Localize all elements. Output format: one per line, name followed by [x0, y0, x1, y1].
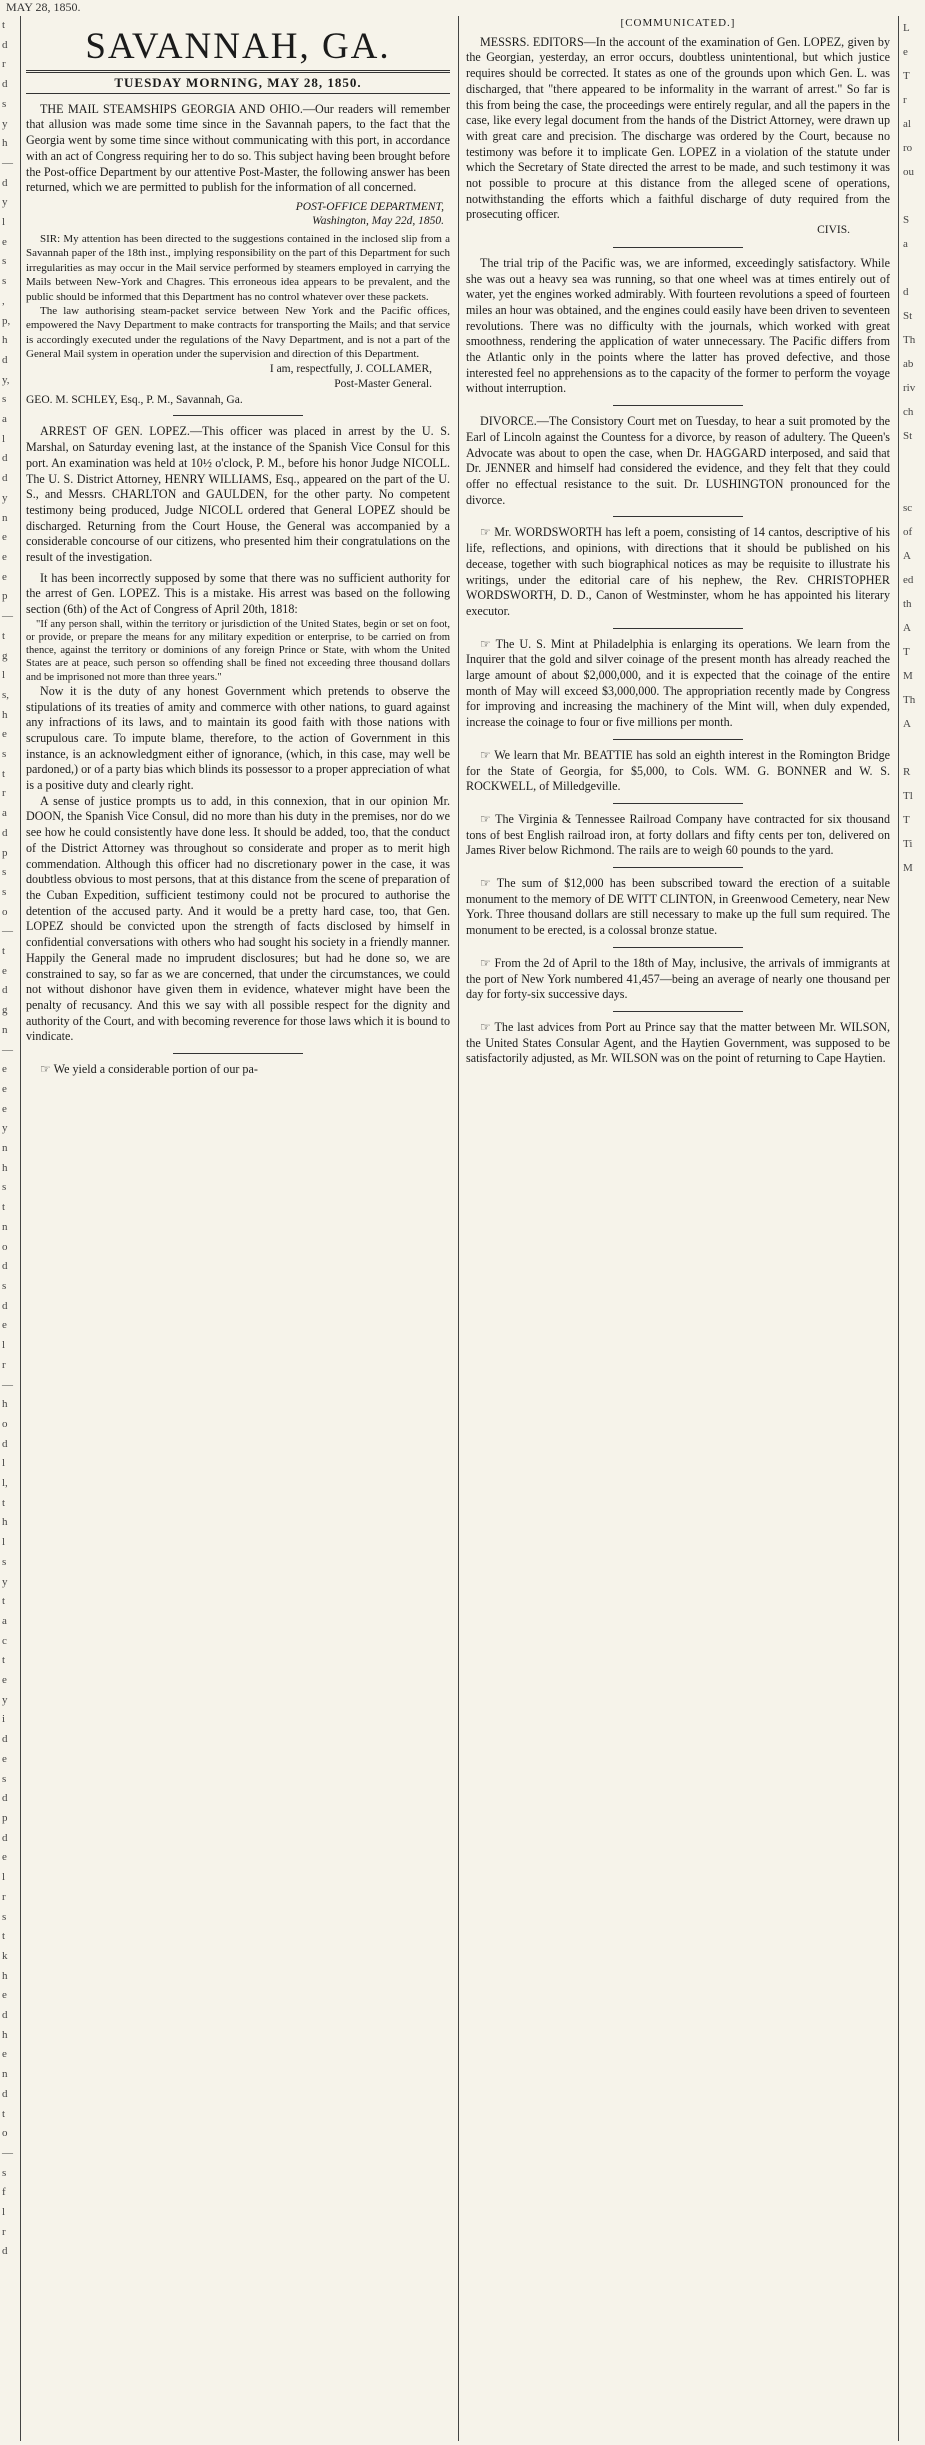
right-edge-fragment: A — [903, 718, 911, 730]
article-arrest-lopez: ARREST OF GEN. LOPEZ.—This officer was placed in arrest by the U. S. Marshal, on Saturday evening last, at the instance of the Spanish Vice Consul for this port. An examination was held at 10½ o'clock, P. M., before his honor Judge NICOLL. The U. S. District Attorney, HENRY WILLIAMS, Esq., appeared on the part of the U. S., and Messrs. CHARLTON and GAULDEN, for the other party. No competent testimony being produced, Judge NICOLL ordered that General LOPEZ should be discharged. Returning from the Court House, the General was accompanied by a considerable concourse of our citizens, who presented him their congratulations on the result of the investigation. — [26, 424, 450, 565]
right-edge-fragment: St — [903, 430, 913, 442]
left-edge-fragment: o — [2, 1417, 8, 1430]
left-edge-fragment: d — [2, 176, 8, 189]
left-edge-fragment: d — [2, 2245, 8, 2258]
left-edge-fragment: s — [2, 1772, 7, 1785]
left-edge-fragment: h — [2, 1516, 8, 1529]
right-edge-fragment: Tl — [903, 790, 913, 802]
left-edge-fragment: — — [2, 156, 13, 169]
left-edge-fragment: d — [2, 2009, 8, 2022]
right-edge-fragment: ed — [903, 574, 914, 586]
right-edge-fragment — [899, 2032, 925, 2056]
right-edge-fragment — [899, 1168, 925, 1192]
right-edge-fragment — [899, 2272, 925, 2296]
right-edge-fragment — [899, 1888, 925, 1912]
right-edge-fragment — [899, 1552, 925, 1576]
right-edge-fragment: A — [903, 622, 911, 634]
right-edge-fragments — [898, 16, 925, 2441]
left-edge-fragment: e — [2, 1319, 7, 1332]
divider-rule — [613, 1011, 743, 1012]
letterhead-date: Washington, May 22d, 1850. — [312, 214, 444, 227]
right-edge-fragment — [899, 1000, 925, 1024]
left-edge-fragment: n — [2, 1220, 8, 1233]
right-edge-fragment — [899, 256, 925, 280]
left-edge-fragment: h — [2, 1398, 8, 1411]
left-edge-fragment: l — [2, 432, 6, 445]
right-edge-fragment — [899, 1216, 925, 1240]
right-edge-fragment — [899, 1504, 925, 1528]
right-edge-fragment: S — [903, 214, 910, 226]
right-edge-fragment — [899, 1096, 925, 1120]
right-edge-fragment — [899, 1624, 925, 1648]
right-edge-fragment: A — [903, 550, 911, 562]
left-edge-fragment: h — [2, 137, 8, 150]
left-edge-fragment: s — [2, 748, 7, 761]
communicated-signer: CIVIS. — [817, 224, 850, 237]
left-edge-fragment: y — [2, 1122, 8, 1135]
left-edge-fragment: t — [2, 1201, 6, 1214]
right-edge-fragment — [899, 1576, 925, 1600]
left-edge-fragment: l — [2, 1536, 6, 1549]
left-edge-fragment: s — [2, 275, 7, 288]
left-edge-fragment: h — [2, 708, 8, 721]
right-edge-fragment — [899, 472, 925, 496]
right-edge-fragment — [899, 184, 925, 208]
left-edge-fragment: — — [2, 610, 13, 623]
divider-rule — [173, 415, 303, 416]
article-mail-steamships: THE MAIL STEAMSHIPS GEORGIA AND OHIO.—Our readers will remember that allusion was made some time since in the Savannah papers, to the fact that the Georgia went by some time since without communicating with this port, in accordance with an act of Congress requiring her to do so. This subject having been brought before the Post-office Department by our attentive Post-Master, the following answer has been returned, which we are permitted to publish for the information of all concerned. — [26, 101, 450, 195]
masthead: SAVANNAH, GA. — [85, 26, 391, 67]
right-edge-fragment — [899, 2296, 925, 2320]
right-edge-fragment — [899, 1288, 925, 1312]
left-edge-fragment: d — [2, 472, 8, 485]
left-edge-fragment: e — [2, 2048, 7, 2061]
letterhead-dept: POST-OFFICE DEPARTMENT, — [295, 200, 444, 213]
right-edge-fragment — [899, 1048, 925, 1072]
right-edge-fragment: Th — [903, 694, 916, 706]
right-edge-fragment — [899, 1408, 925, 1432]
divider-rule — [613, 516, 743, 517]
left-edge-fragment: d — [2, 826, 8, 839]
left-edge-fragment: g — [2, 1004, 8, 1017]
left-edge-fragment: l — [2, 669, 6, 682]
right-edge-fragment — [899, 736, 925, 760]
left-edge-fragment: y — [2, 117, 8, 130]
left-edge-fragment: o — [2, 1240, 8, 1253]
right-edge-fragment: ab — [903, 358, 914, 370]
right-edge-fragment — [899, 1648, 925, 1672]
right-edge-fragment — [899, 1672, 925, 1696]
left-edge-fragment: r — [2, 58, 6, 71]
right-edge-fragment — [899, 1264, 925, 1288]
left-edge-fragment: l, — [2, 1477, 8, 1490]
right-edge-fragment: ou — [903, 166, 914, 178]
right-edge-fragment — [899, 2080, 925, 2104]
right-edge-fragment — [899, 2344, 925, 2368]
right-edge-fragment — [899, 1384, 925, 1408]
right-edge-fragment — [899, 1024, 925, 1048]
divider-rule — [613, 247, 743, 248]
left-edge-fragment: s — [2, 866, 7, 879]
right-edge-fragment — [899, 1744, 925, 1768]
letter-paragraph-1: SIR: My attention has been directed to the suggestions contained in the inclosed slip from a Savannah paper of the 18th inst., implying responsibility on the part of this Department for such irregularities as may occur in the Mail service performed by steamers employed in carrying the Mails between New-York and Chagres. This erroneous idea appears to be prevalent, and the public should be informed that this Department has no control whatever over these packets. — [26, 232, 450, 303]
right-edge-fragment — [899, 2152, 925, 2176]
left-edge-fragment: d — [2, 78, 8, 91]
left-edge-fragment: d — [2, 1299, 8, 1312]
left-edge-fragment: n — [2, 2068, 8, 2081]
right-edge-fragment — [899, 2200, 925, 2224]
dateline: TUESDAY MORNING, MAY 28, 1850. — [26, 70, 450, 94]
right-edge-fragment: St — [903, 310, 913, 322]
left-edge-fragment: e — [2, 1082, 7, 1095]
article-incorrect-supposition: It has been incorrectly supposed by some that there was no sufficient authority for the arrest of Gen. LOPEZ. This is a mistake. His arrest was based on the following section (6th) of the Act of Congress of April 20th, 1818: — [26, 570, 450, 617]
right-edge-fragment: r — [903, 94, 907, 106]
left-edge-fragment: p, — [2, 314, 11, 327]
right-edge-fragment — [899, 1600, 925, 1624]
left-edge-fragment: d — [2, 1792, 8, 1805]
right-edge-fragment: L — [903, 22, 910, 34]
right-edge-fragment: T — [903, 646, 910, 658]
left-edge-fragment: l — [2, 2206, 6, 2219]
left-edge-fragment: r — [2, 1358, 6, 1371]
left-edge-fragment: d — [2, 1437, 8, 1450]
right-edge-fragment — [899, 1936, 925, 1960]
left-edge-fragment: s — [2, 255, 7, 268]
right-edge-fragment — [899, 1432, 925, 1456]
left-edge-fragment: s, — [2, 688, 10, 701]
left-edge-fragment: d — [2, 452, 8, 465]
divider-rule — [613, 739, 743, 740]
right-edge-fragment: sc — [903, 502, 913, 514]
left-edge-fragment: t — [2, 1654, 6, 1667]
right-edge-fragment — [899, 1144, 925, 1168]
left-edge-fragment: e — [2, 964, 7, 977]
article-sense-of-justice: A sense of justice prompts us to add, in this connexion, that in our opinion Mr. DOON, the Spanish Vice Consul, did no more than his duty in the premises, nor do we see how he could consistently have done less. It should be added, too, that the conduct of the District Attorney was throughout so considerate and proper as to merit high commendation. Although this officer had no discretionary power in the case, it was doubtless obvious to most persons, that at this distance from the scene of preparation of the Cuban Expedition, sufficient testimony could not be procured to authorise the detention of the accused party. And it would be a pretty hard case, too, that Gen. LOPEZ should be convicted upon the strength of facts disclosed by himself in confidential conversations with others who had sought his society in a friendly manner. Happily the General made no imprudent disclosures; but had he done so, we are constrained to say, so far as we are concerned, that under the circumstances, we could not without dishonor have given them in evidence, whatever might have been the penalty of recusancy. And this we say with all possible respect for the dignity and authority of the Court, and with becoming reverence for those laws which it is bound to vindicate. — [26, 793, 450, 1044]
left-edge-fragment: t — [2, 767, 6, 780]
left-edge-fragment: a — [2, 413, 7, 426]
right-edge-fragment — [899, 2224, 925, 2248]
right-edge-fragment — [899, 1720, 925, 1744]
right-edge-fragment: e — [903, 46, 908, 58]
left-edge-fragment: — — [2, 1378, 13, 1391]
right-edge-fragment: T — [903, 70, 910, 82]
right-edge-fragment — [899, 2320, 925, 2344]
right-edge-fragment: of — [903, 526, 913, 538]
left-edge-fragment: l — [2, 1339, 6, 1352]
right-edge-fragment: ch — [903, 406, 914, 418]
divider-rule — [613, 405, 743, 406]
left-edge-fragment: e — [2, 570, 7, 583]
left-edge-fragment: s — [2, 393, 7, 406]
left-edge-fragment: e — [2, 1752, 7, 1765]
left-edge-fragment: s — [2, 1910, 7, 1923]
top-strip: MAY 28, 1850. — [6, 0, 81, 14]
right-edge-fragment — [899, 2008, 925, 2032]
right-edge-fragment — [899, 1792, 925, 1816]
left-edge-fragment: s — [2, 1181, 7, 1194]
left-edge-fragment: y — [2, 1693, 8, 1706]
right-edge-fragment — [899, 2056, 925, 2080]
left-edge-fragment: y — [2, 196, 8, 209]
right-edge-fragment — [899, 448, 925, 472]
right-edge-fragment — [899, 1192, 925, 1216]
left-edge-fragment: o — [2, 2127, 8, 2140]
left-edge-fragment: — — [2, 2146, 13, 2159]
article-haytien: ☞ The last advices from Port au Prince say that the matter between Mr. WILSON, the United States Consular Agent, and the Haytien Government, was supposed to be satisfactorily adjusted, as Mr. WILSON was on the point of returning to Cape Haytien. — [466, 1019, 890, 1066]
right-edge-fragment: Th — [903, 334, 916, 346]
right-edge-fragment — [899, 1480, 925, 1504]
left-edge-fragment: e — [2, 531, 7, 544]
left-edge-fragment: — — [2, 1043, 13, 1056]
article-yield-portion: ☞ We yield a considerable portion of our pa- — [40, 1062, 258, 1077]
right-edge-fragment — [899, 1240, 925, 1264]
right-edge-fragment — [899, 1312, 925, 1336]
left-edge-fragment: h — [2, 2028, 8, 2041]
article-immigrants: ☞ From the 2d of April to the 18th of May, inclusive, the arrivals of immigrants at the port of New York numbered 41,457—being an average of nearly one thousand per day for forty-six successive days. — [466, 955, 890, 1002]
left-edge-fragment: g — [2, 649, 8, 662]
right-edge-fragment: ro — [903, 142, 913, 154]
right-edge-fragment: al — [903, 118, 911, 130]
left-edge-fragment: e — [2, 728, 7, 741]
article-government-duty: Now it is the duty of any honest Government which pretends to observe the stipulations of its treaties of amity and commerce with other nations, to guard against any infractions of its laws, and to maintain its good faith with those nations with scrupulous care. To impute blame, therefore, to the action of Government in this instance, is an acknowledgment either of ignorance, (which, in this case, may well be pardoned,) or of a party bias which blinds its possessor to a proper appreciation of what is a positive duty and clearly right. — [26, 683, 450, 793]
article-pacific-trial: The trial trip of the Pacific was, we are informed, exceedingly satisfactory. While she was out a heavy sea was running, so that one wheel was at times entirely out of water, yet the engines worked admirably. With fourteen revolutions a speed of fourteen miles an hour was obtained, and the engines could easily have been driven to seventeen revolutions. There was no difficulty with the journals, which worked with great smoothness, rendering the application of water unnecessary. The Pacific differs from the Atlantic only in the points where the latter has proved defective, and those interested feel no apprehensions as to the capacity of the former to perform the voyage without interruption. — [466, 255, 890, 396]
right-edge-fragment — [899, 1360, 925, 1384]
letter-paragraph-2: The law authorising steam-packet service between New York and the Pacific offices, empowered the Navy Department to make contracts for transporting the Mails; and that service is accordingly executed under the regulations of the Navy Department, and is not a part of the General Mail system in operation under the supervision and direction of this Department. — [26, 304, 450, 361]
left-edge-fragment: y — [2, 1575, 8, 1588]
left-edge-fragment: r — [2, 2225, 6, 2238]
right-edge-fragment — [899, 976, 925, 1000]
right-edge-fragment: R — [903, 766, 911, 778]
right-edge-fragment — [899, 1768, 925, 1792]
act-of-congress-quote: "If any person shall, within the territory or jurisdiction of the United States, begin or set on foot, or provide, or prepare the means for any military expedition or enterprise, to be carried on from thence, against the territory or dominions of any foreign Prince or State, with whom the United States are at peace, such person so offending shall be fined not exceeding three thousand dollars and be imprisoned not more than three years." — [26, 618, 450, 683]
article-communicated: MESSRS. EDITORS—In the account of the examination of Gen. LOPEZ, given by the Georgian, yesterday, an error occurs, doubtless unintentional, but which justice requires should be corrected. It states as one of the grounds upon which Gen. L. was discharged, that "there appeared to be informality in the warrant of arrest." So far is this from being the case, the proceedings were entirely regular, and all the papers in the case, like every legal document from the hands of the District Attorney, were drawn up with great care and precision. The discharge was ordered by the Court, because no testimony was before it to implicate Gen. LOPEZ in a violation of the statute under which the Secretary of State directed the arrest to be made, and such testimony it was not possible to procure at this distance from the alleged scene of operations, notwithstanding the efforts which a faithful discharge of duty required from the prosecuting officer. — [466, 34, 890, 222]
left-edge-fragment: r — [2, 1890, 6, 1903]
right-edge-fragment — [899, 1336, 925, 1360]
left-edge-fragment: l — [2, 216, 6, 229]
article-us-mint: ☞ The U. S. Mint at Philadelphia is enlarging its operations. We learn from the Inquirer that the gold and silver coinage of the present month has already reached the large amount of about $2,000,000, and it is expected that the coinage of the entire month of May will exceed $3,000,000. The appropriation recently made by Congress for improving and increasing the machinery of the Mint will, when duly expended, increase the coinage to four or five millions per month. — [466, 636, 890, 730]
article-railroad-iron: ☞ The Virginia & Tennessee Railroad Company have contracted for six thousand tons of best English railroad iron, at forty dollars and fifty cents per ton, delivered on James River below Richmond. The rails are to weigh 60 pounds to the yard. — [466, 811, 890, 858]
right-edge-fragment — [899, 1696, 925, 1720]
right-edge-fragment: a — [903, 238, 908, 250]
left-edge-fragment: p — [2, 846, 8, 859]
right-edge-fragment — [899, 2368, 925, 2392]
right-edge-fragment: M — [903, 670, 913, 682]
divider-rule — [613, 947, 743, 948]
left-edge-fragment: l — [2, 1871, 6, 1884]
right-edge-fragment — [899, 928, 925, 952]
right-edge-fragment — [899, 880, 925, 904]
left-edge-fragment: h — [2, 334, 8, 347]
left-edge-fragment: h — [2, 1969, 8, 1982]
left-edge-fragment: t — [2, 629, 6, 642]
left-edge-fragment: a — [2, 1614, 7, 1627]
divider-rule — [613, 628, 743, 629]
left-edge-fragment: s — [2, 1555, 7, 1568]
left-edge-fragment: s — [2, 97, 7, 110]
right-edge-fragment — [899, 1840, 925, 1864]
left-edge-fragment: t — [2, 945, 6, 958]
article-clinton-monument: ☞ The sum of $12,000 has been subscribed toward the erection of a suitable monument to the memory of DE WITT CLINTON, in Greenwood Cemetery, near New York. Three thousand dollars are still necessary to make up the full sum required. The monument to be erected, is a colossal bronze statue. — [466, 876, 890, 938]
left-edge-fragment: t — [2, 19, 6, 31]
right-edge-fragment — [899, 904, 925, 928]
left-edge-fragment: d — [2, 2087, 8, 2100]
left-edge-fragment: i — [2, 1713, 6, 1726]
divider-rule — [613, 867, 743, 868]
right-edge-fragment: T — [903, 814, 910, 826]
letterhead — [26, 200, 444, 228]
left-edge-fragment: e — [2, 1989, 7, 2002]
left-edge-fragments — [0, 16, 21, 2441]
right-edge-fragment — [899, 2104, 925, 2128]
right-edge-fragment — [899, 952, 925, 976]
right-edge-fragment — [899, 1912, 925, 1936]
left-edge-fragment: t — [2, 1930, 6, 1943]
left-edge-fragment: d — [2, 38, 8, 51]
left-edge-fragment: e — [2, 1674, 7, 1687]
left-edge-fragment: e — [2, 1063, 7, 1076]
left-edge-fragment: d — [2, 1831, 8, 1844]
left-edge-fragment: s — [2, 2166, 7, 2179]
article-beattie-bridge: ☞ We learn that Mr. BEATTIE has sold an eighth interest in the Romington Bridge for the State of Georgia, for $5,000, to Cols. WM. G. BONNER and W. S. ROCKWELL, of Milledgeville. — [466, 747, 890, 794]
right-edge-fragment — [899, 2248, 925, 2272]
right-edge-fragment: Ti — [903, 838, 913, 850]
communicated-label: [COMMUNICATED.] — [620, 17, 736, 29]
left-edge-fragment: n — [2, 511, 8, 524]
right-edge-fragment — [899, 2176, 925, 2200]
article-divorce: DIVORCE.—The Consistory Court met on Tuesday, to hear a suit promoted by the Earl of Lincoln against the Countess for a divorce, by reason of adultery. The Queen's Advocate was about to open the case, when Dr. HAGGARD interposed, and said that Dr. JENNER and himself had considered the evidence, and they felt that they could offer no effectual resistance to the suit. Dr. LUSHINGTON pronounced for the divorce. — [466, 414, 890, 507]
right-edge-fragment: d — [903, 286, 909, 298]
left-edge-fragment: p — [2, 1811, 8, 1824]
article-wordsworth: ☞ Mr. WORDSWORTH has left a poem, consisting of 14 cantos, descriptive of his life, reflections, and opinions, with directions that it should be published on his decease, together with such biographical notices as may be requisite to illustrate his writings, under the editorial care of his nephew, the Rev. CHRISTOPHER WORDSWORTH, D. D., Canon of Westminster, whom he has appointed his literary executor. — [466, 525, 890, 618]
left-edge-fragment: d — [2, 353, 8, 366]
left-edge-fragment: c — [2, 1634, 7, 1647]
divider-rule — [613, 803, 743, 804]
divider-rule — [173, 1053, 303, 1054]
right-edge-fragment — [899, 1528, 925, 1552]
left-edge-fragment: f — [2, 2186, 6, 2199]
right-edge-fragment — [899, 1456, 925, 1480]
left-edge-fragment: k — [2, 1949, 8, 1962]
left-edge-fragment: t — [2, 2107, 6, 2120]
left-edge-fragment: o — [2, 905, 8, 918]
right-edge-fragment — [899, 2128, 925, 2152]
left-edge-fragment: n — [2, 1023, 8, 1036]
right-edge-fragment: riv — [903, 382, 916, 394]
left-edge-fragment: d — [2, 1260, 8, 1273]
left-edge-fragment: h — [2, 1161, 8, 1174]
column-one — [26, 16, 450, 2441]
left-edge-fragment: d — [2, 1733, 8, 1746]
letter-signature-title: Post-Master General. — [334, 378, 432, 391]
letter-signature: I am, respectfully, J. COLLAMER, — [269, 362, 432, 375]
left-edge-fragment: , — [2, 294, 5, 307]
right-edge-fragment — [899, 2392, 925, 2416]
left-edge-fragment: y — [2, 491, 8, 504]
left-edge-fragment: y, — [2, 373, 10, 386]
left-edge-fragment: e — [2, 1851, 7, 1864]
column-divider — [458, 16, 459, 2441]
right-edge-fragment — [899, 1816, 925, 1840]
left-edge-fragment: d — [2, 984, 8, 997]
left-edge-fragment: e — [2, 235, 7, 248]
right-edge-fragment: M — [903, 862, 913, 874]
left-edge-fragment: e — [2, 1102, 7, 1115]
column-two — [466, 16, 890, 2441]
left-edge-fragment: s — [2, 885, 7, 898]
left-edge-fragment: p — [2, 590, 8, 603]
right-edge-fragment — [899, 1072, 925, 1096]
right-edge-fragment — [899, 1984, 925, 2008]
right-edge-fragment — [899, 1960, 925, 1984]
letter-addressee: GEO. M. SCHLEY, Esq., P. M., Savannah, Ga. — [26, 393, 243, 406]
left-edge-fragment: — — [2, 925, 13, 938]
left-edge-fragment: r — [2, 787, 6, 800]
right-edge-fragment — [899, 1120, 925, 1144]
left-edge-fragment: l — [2, 1457, 6, 1470]
left-edge-fragment: t — [2, 1496, 6, 1509]
left-edge-fragment: a — [2, 807, 7, 820]
left-edge-fragment: s — [2, 1280, 7, 1292]
right-edge-fragment: th — [903, 598, 912, 610]
right-edge-fragment — [899, 1864, 925, 1888]
left-edge-fragment: e — [2, 550, 7, 563]
left-edge-fragment: t — [2, 1595, 6, 1608]
left-edge-fragment: n — [2, 1142, 8, 1155]
